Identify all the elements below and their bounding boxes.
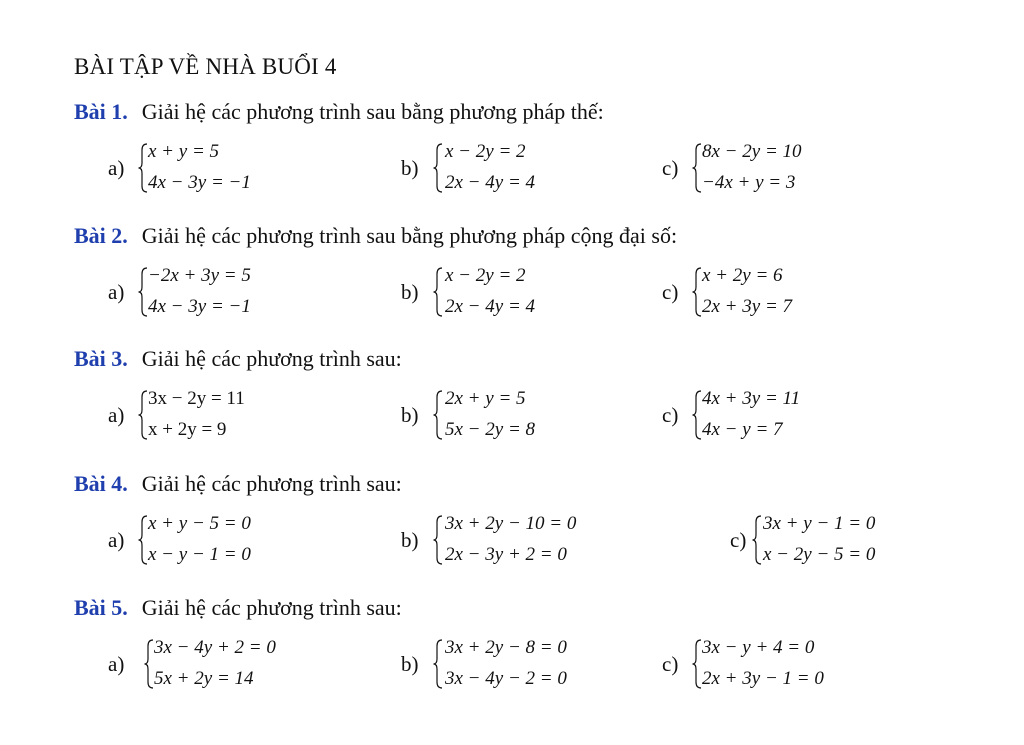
equation-1: x + 2y = 6 (702, 265, 783, 286)
exercise-heading (74, 99, 604, 125)
exercise-heading (74, 346, 402, 372)
brace-icon (138, 390, 148, 440)
equation-2: 2x + 3y = 7 (702, 296, 793, 317)
exercise-instruction: Giải hệ các phương trình sau bằng phương pháp thế: (141, 99, 604, 124)
item-label: c) (662, 403, 679, 427)
equation-1: 3x + y − 1 = 0 (763, 513, 876, 534)
exercise-instruction: Giải hệ các phương trình sau: (141, 471, 402, 496)
item-label: a) (108, 280, 125, 304)
equation-2: 2x − 4y = 4 (445, 296, 536, 317)
exercise-instruction: Giải hệ các phương trình sau: (141, 346, 402, 371)
equation-1: 3x − 2y = 11 (148, 388, 245, 409)
item-label: c) (730, 528, 747, 552)
exercise-heading (74, 223, 677, 249)
equation-2: 2x + 3y − 1 = 0 (702, 668, 824, 689)
exercise-heading (74, 595, 402, 621)
brace-icon (138, 143, 148, 193)
brace-icon (692, 390, 702, 440)
brace-icon (752, 515, 762, 565)
equation-1: 4x + 3y = 11 (702, 388, 801, 409)
equation-1: 3x − 4y + 2 = 0 (154, 637, 276, 658)
equation-1: x − 2y = 2 (445, 265, 526, 286)
equation-1: 8x − 2y = 10 (702, 141, 802, 162)
equation-1: x + y = 5 (148, 141, 220, 162)
exercise-label: Bài 1. (74, 99, 128, 124)
item-label: a) (108, 528, 125, 552)
equation-1: 3x + 2y − 10 = 0 (445, 513, 577, 534)
equation-2: −4x + y = 3 (702, 172, 796, 193)
equation-1: 2x + y = 5 (445, 388, 526, 409)
equation-2: 4x − y = 7 (702, 419, 783, 440)
equation-1: −2x + 3y = 5 (148, 265, 251, 286)
exercise-label: Bài 3. (74, 346, 128, 371)
page-title: BÀI TẬP VỀ NHÀ BUỔI 4 (74, 54, 337, 79)
brace-icon (433, 515, 443, 565)
exercise-label: Bài 2. (74, 223, 128, 248)
equation-2: x − 2y − 5 = 0 (763, 544, 876, 565)
brace-icon (144, 639, 154, 689)
equation-1: x − 2y = 2 (445, 141, 526, 162)
item-label: c) (662, 280, 679, 304)
equation-2: 2x − 3y + 2 = 0 (445, 544, 567, 565)
brace-icon (692, 267, 702, 317)
equation-2: x − y − 1 = 0 (148, 544, 251, 565)
item-label: a) (108, 156, 125, 180)
item-label: c) (662, 156, 679, 180)
item-label: a) (108, 652, 125, 676)
equation-2: 3x − 4y − 2 = 0 (445, 668, 567, 689)
exercise-instruction: Giải hệ các phương trình sau bằng phương pháp cộng đại số: (141, 223, 678, 248)
exercise-heading (74, 471, 402, 497)
item-label: c) (662, 652, 679, 676)
equation-1: x + y − 5 = 0 (148, 513, 251, 534)
brace-icon (433, 143, 443, 193)
equation-2: 5x + 2y = 14 (154, 668, 254, 689)
item-label: b) (401, 528, 419, 552)
brace-icon (138, 515, 148, 565)
exercise-label: Bài 5. (74, 595, 128, 620)
brace-icon (138, 267, 148, 317)
equation-2: x + 2y = 9 (148, 419, 227, 440)
brace-icon (692, 143, 702, 193)
exercise-label: Bài 4. (74, 471, 128, 496)
brace-icon (433, 639, 443, 689)
equation-1: 3x − y + 4 = 0 (702, 637, 815, 658)
item-label: b) (401, 652, 419, 676)
exercise-instruction: Giải hệ các phương trình sau: (141, 595, 402, 620)
item-label: a) (108, 403, 125, 427)
item-label: b) (401, 280, 419, 304)
brace-icon (433, 267, 443, 317)
brace-icon (692, 639, 702, 689)
equation-2: 2x − 4y = 4 (445, 172, 536, 193)
brace-icon (433, 390, 443, 440)
equation-1: 3x + 2y − 8 = 0 (445, 637, 567, 658)
item-label: b) (401, 156, 419, 180)
equation-2: 5x − 2y = 8 (445, 419, 536, 440)
equation-2: 4x − 3y = −1 (148, 172, 251, 193)
item-label: b) (401, 403, 419, 427)
equation-2: 4x − 3y = −1 (148, 296, 251, 317)
